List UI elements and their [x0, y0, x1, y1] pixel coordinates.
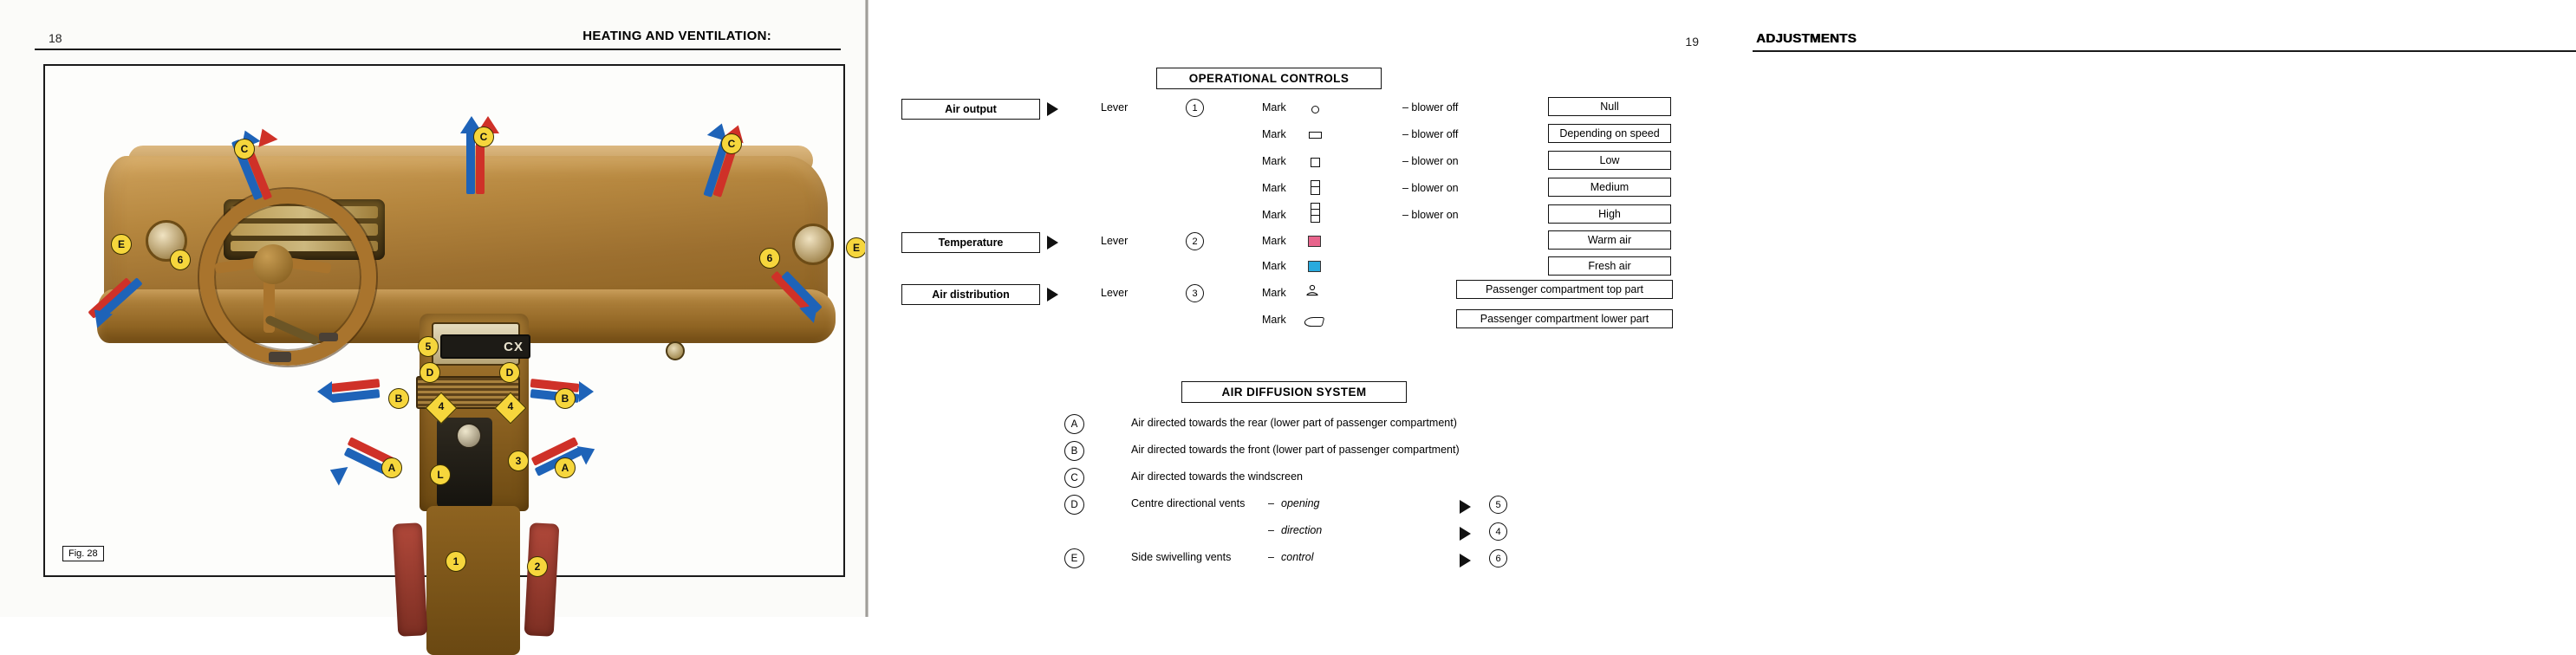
pedal: [319, 333, 338, 341]
control-label-air-distribution: Air distribution: [901, 284, 1040, 305]
callout-2: 2: [527, 556, 548, 577]
callout-1: 1: [446, 551, 466, 572]
diffusion-e-sub-control: control: [1281, 551, 1314, 563]
callout-6-left: 6: [170, 250, 191, 270]
mark-label: Mark: [1262, 209, 1286, 221]
value-box-high: High: [1548, 204, 1671, 224]
header-title-right: ADJUSTMENTS: [1756, 31, 1857, 46]
value-box-medium: Medium: [1548, 178, 1671, 197]
callout-e-left: E: [111, 234, 132, 255]
state-text: – blower on: [1402, 155, 1459, 167]
left-page: [0, 0, 867, 617]
mark-label: Mark: [1262, 314, 1286, 326]
mark-label: Mark: [1262, 287, 1286, 299]
value-box-low: Low: [1548, 151, 1671, 170]
callout-c-left: C: [234, 139, 255, 159]
header-title-left: HEATING AND VENTILATION:: [582, 29, 771, 43]
mark-label: Mark: [1262, 101, 1286, 113]
value-box-fresh-air: Fresh air: [1548, 256, 1671, 276]
diffusion-d-sub-direction: direction: [1281, 524, 1323, 536]
steering-hub: [253, 244, 293, 284]
header-rule-left: [35, 49, 841, 50]
diffusion-d-sub-dash-1: –: [1268, 497, 1274, 509]
value-box-top-part: Passenger compartment top part: [1456, 280, 1673, 299]
callout-e-right: E: [846, 237, 867, 258]
diffusion-text-e: Side swivelling vents: [1131, 551, 1232, 563]
callout-4-left: 4: [426, 392, 458, 425]
gear-knob: [456, 423, 482, 449]
state-text: – blower off: [1402, 101, 1459, 113]
operational-controls-title: OPERATIONAL CONTROLS: [1156, 68, 1382, 89]
diffusion-text-a: Air directed towards the rear (lower part of passenger compartment): [1131, 417, 1457, 429]
value-box-warm-air: Warm air: [1548, 230, 1671, 250]
control-label-temperature: Temperature: [901, 232, 1040, 253]
value-box-lower-part: Passenger compartment lower part: [1456, 309, 1673, 328]
lever-label-2: Lever: [1101, 235, 1129, 247]
callout-b-left: B: [388, 388, 409, 409]
diffusion-text-c: Air directed towards the windscreen: [1131, 470, 1304, 483]
lever-number-3: 3: [1186, 284, 1204, 302]
seat-right: [524, 522, 560, 637]
callout-d-left: D: [420, 362, 440, 383]
value-box-depending-on-speed: Depending on speed: [1548, 124, 1671, 143]
diffusion-d-ref-5: 5: [1489, 496, 1507, 514]
mark-label: Mark: [1262, 260, 1286, 272]
diffusion-text-d: Centre directional vents: [1131, 497, 1246, 509]
callout-a-left: A: [381, 457, 402, 478]
diffusion-d-sub-opening: opening: [1281, 497, 1320, 509]
state-text: – blower on: [1402, 209, 1459, 221]
diffusion-key-c: C: [1064, 468, 1084, 488]
diffusion-d-sub-dash-2: –: [1268, 524, 1274, 536]
mark-label: Mark: [1262, 155, 1286, 167]
diffusion-key-a: A: [1064, 414, 1084, 434]
callout-a-right: A: [555, 457, 576, 478]
diffusion-text-b: Air directed towards the front (lower part of passenger compartment): [1131, 444, 1460, 456]
callout-3: 3: [508, 451, 529, 471]
callout-b-right: B: [555, 388, 576, 409]
mark-label: Mark: [1262, 235, 1286, 247]
callout-l: L: [430, 464, 451, 485]
dashboard-illustration: [45, 66, 860, 575]
diffusion-key-e: E: [1064, 548, 1084, 568]
lever-number-2: 2: [1186, 232, 1204, 250]
callout-c-right: C: [721, 133, 742, 154]
right-satellite-dial: [792, 224, 834, 265]
lever-label-1: Lever: [1101, 101, 1129, 113]
diffusion-e-ref-6: 6: [1489, 549, 1507, 567]
diffusion-e-sub-dash: –: [1268, 551, 1274, 563]
page-gutter: [865, 0, 868, 617]
diffusion-key-d: D: [1064, 495, 1084, 515]
callout-5: 5: [418, 336, 439, 357]
cx-badge: CX: [440, 334, 530, 359]
header-rule-right: [1753, 50, 2576, 52]
state-text: – blower off: [1402, 128, 1459, 140]
side-swivelling-vent: [666, 341, 685, 360]
transmission-tunnel: [426, 506, 520, 655]
lever-number-1: 1: [1186, 99, 1204, 117]
value-box-null: Null: [1548, 97, 1671, 116]
callout-4-right: 4: [495, 392, 527, 425]
figure-label: Fig. 28: [62, 546, 104, 561]
callout-d-right: D: [499, 362, 520, 383]
callout-6-right: 6: [759, 248, 780, 269]
state-text: – blower on: [1402, 182, 1459, 194]
right-page: [867, 0, 1857, 617]
mark-label: Mark: [1262, 128, 1286, 140]
air-diffusion-title: AIR DIFFUSION SYSTEM: [1181, 381, 1407, 403]
pedal: [269, 352, 291, 362]
folio-left: 18: [49, 31, 62, 45]
seat-left: [393, 522, 428, 637]
lever-label-3: Lever: [1101, 287, 1129, 299]
figure-28: [43, 64, 860, 577]
control-label-air-output: Air output: [901, 99, 1040, 120]
diffusion-key-b: B: [1064, 441, 1084, 461]
mark-label: Mark: [1262, 182, 1286, 194]
callout-c-centre: C: [473, 126, 494, 147]
folio-right: 19: [1685, 35, 1699, 49]
diffusion-d-ref-4: 4: [1489, 522, 1507, 541]
